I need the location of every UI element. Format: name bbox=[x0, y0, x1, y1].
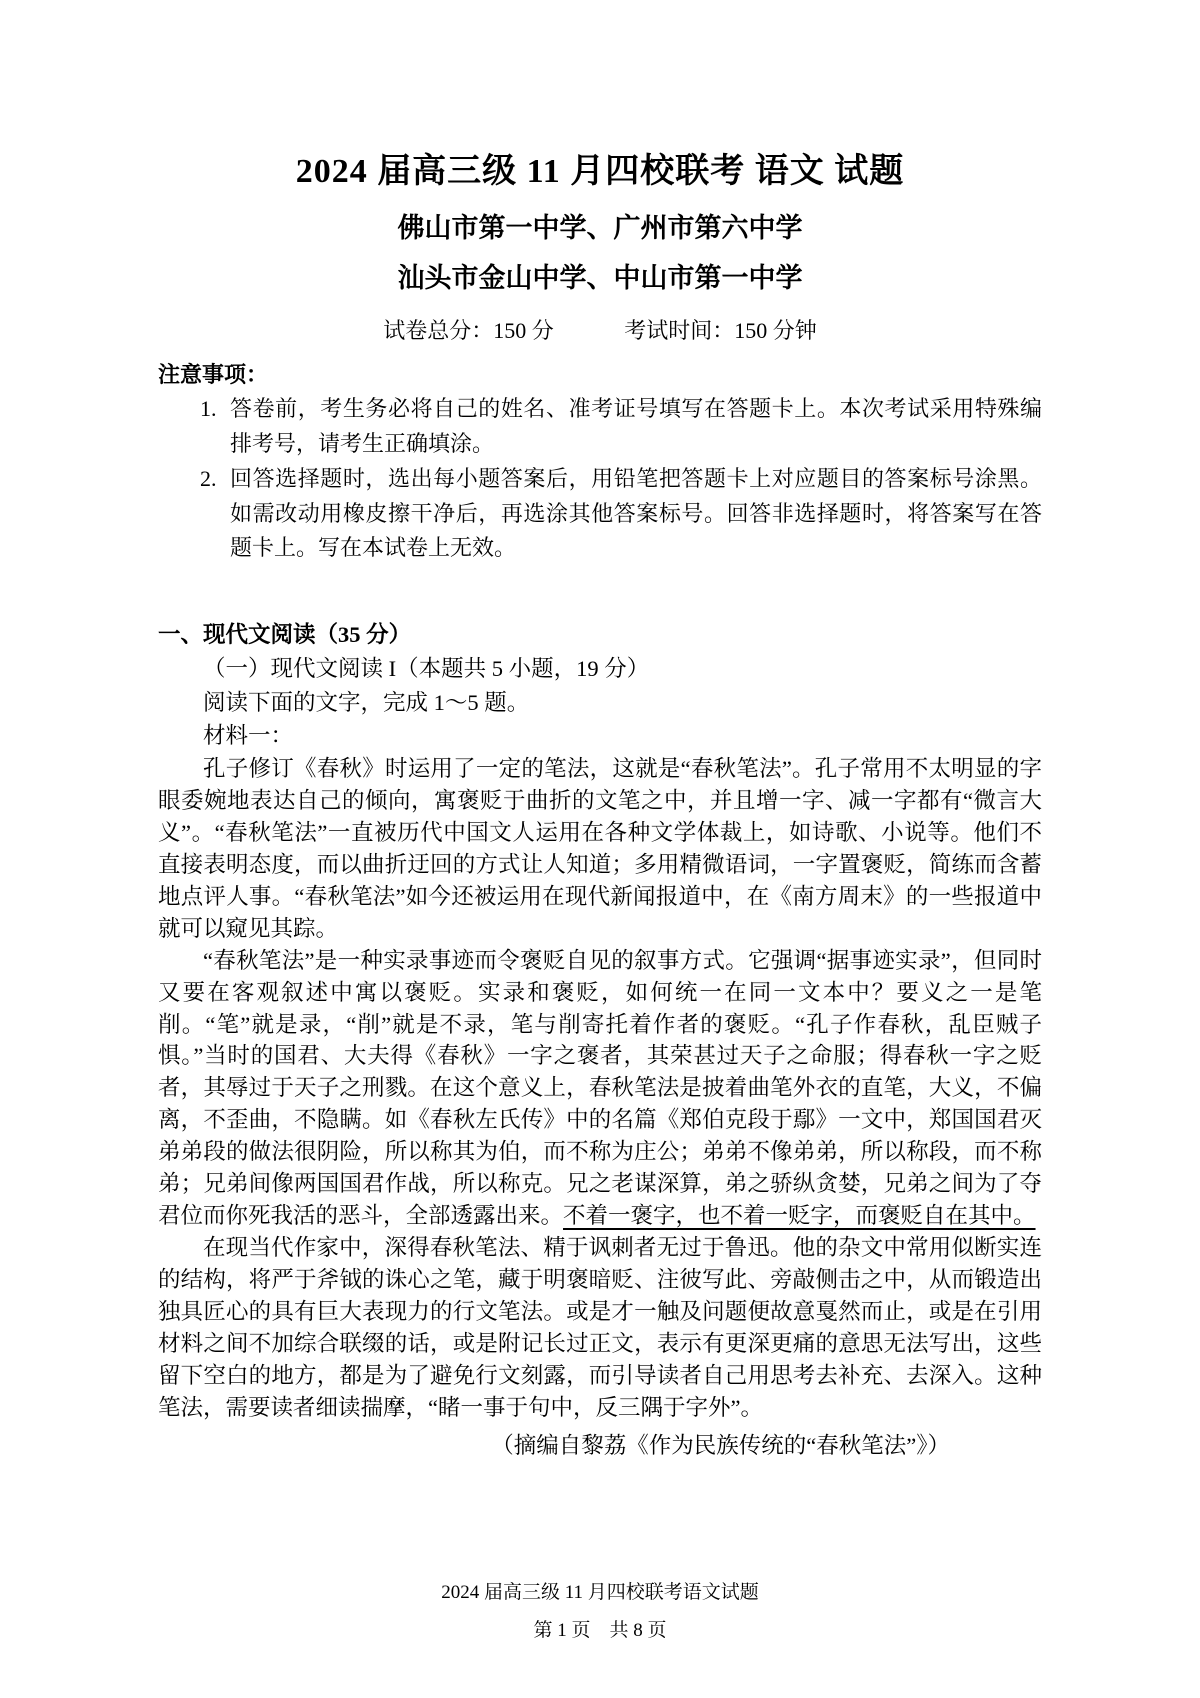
school-names-line1: 佛山市第一中学、广州市第六中学 bbox=[397, 213, 803, 244]
footer-exam-title: 2024 届高三级 11 月四校联考语文试题 bbox=[441, 1582, 759, 1603]
notice-item-1 bbox=[158, 392, 1042, 462]
source-attribution: （摘编自黎荔《作为民族传统的“春秋笔法”》） bbox=[491, 1432, 950, 1458]
school-names-line2: 汕头市金山中学、中山市第一中学 bbox=[397, 263, 803, 294]
material-paragraph-2-underlined: 不着一褒字，也不着一贬字，而褒贬自在其中。 bbox=[563, 1203, 1036, 1229]
reading-section bbox=[158, 618, 1042, 1464]
notice-item-2 bbox=[158, 462, 1042, 566]
school-names bbox=[158, 204, 1042, 304]
total-score-label: 试卷总分：150 分 bbox=[383, 318, 554, 344]
material-paragraph-2 bbox=[158, 945, 1042, 1232]
exam-duration-label: 考试时间：150 分钟 bbox=[624, 318, 817, 344]
material-paragraph-2-main: “春秋笔法”是一种实录事迹而令褒贬自见的叙事方式。它强调“据事迹实录”，但同时又要在客观叙述中寓以褒贬。实录和褒贬，如何统一在同一文本中？要义之一是笔削。“笔”就是录，“削”就是不录，笔与削寄托着作者的褒贬。“孔子作春秋，乱臣贼子惧。”当时的国君、大夫得《春秋》一字之褒者，其荣甚过天子之命服；得春秋一字之贬者，其辱过于天子之刑戮。在这个意义上，春秋笔法是披着曲笔外衣的直笔，大义，不偏离，不歪曲，不隐瞒。如《春秋左氏传》中的名篇《郑伯克段于鄢》一文中，郑国国君灭弟弟段的做法很阴险，所以称其为伯，而不称为庄公；弟弟不像弟弟，所以称段，而不称弟；兄弟间像两国国君作战，所以称克。兄之老谋深算，弟之骄纵贪婪，兄弟之间为了夺君位而你死我活的恶斗，全部透露出来。 bbox=[158, 947, 1042, 1229]
material-paragraph-3: 在现当代作家中，深得春秋笔法、精于讽刺者无过于鲁迅。他的杂文中常用似断实连的结构，将严于斧钺的诛心之笔，藏于明褒暗贬、注彼写此、旁敲侧击之中，从而锻造出独具匠心的具有巨大表现力的行文笔法。或是才一触及问题便故意戛然而止，或是在引用材料之间不加综合联缀的话，或是附记长过正文，表示有更深更痛的意思无法写出，这些留下空白的地方，都是为了避免行文刻露，而引导读者自己用思考去补充、去深入。这种笔法，需要读者细读揣摩，“睹一事于句中，反三隅于字外”。 bbox=[158, 1235, 1042, 1420]
exam-info bbox=[158, 314, 1042, 347]
notice-item-1-text: 答卷前，考生务必将自己的姓名、准考证号填写在答题卡上。本次考试采用特殊编排考号，请考生正确填涂。 bbox=[230, 396, 1042, 456]
material-paragraph-1: 孔子修订《春秋》时运用了一定的笔法，这就是“春秋笔法”。孔子常用不太明显的字眼委婉地表达自己的倾向，寓褒贬于曲折的文笔之中，并且增一字、减一字都有“微言大义”。“春秋笔法”一直被历代中国文人运用在各种文学体裁上，如诗歌、小说等。他们不直接表明态度，而以曲折迂回的方式让人知道；多用精微语词，一字置褒贬，简练而含蓄地点评人事。“春秋笔法”如今还被运用在现代新闻报道中，在《南方周末》的一些报道中就可以窥见其踪。 bbox=[158, 756, 1042, 941]
notice-item-1-number: 1. bbox=[200, 396, 217, 422]
footer-page-number: 第 1 页 共 8 页 bbox=[533, 1620, 667, 1641]
page-footer bbox=[0, 1574, 1200, 1650]
notice-title: 注意事项： bbox=[158, 362, 269, 388]
reading-instruction: 阅读下面的文字，完成 1～5 题。 bbox=[203, 689, 530, 715]
material-label: 材料一： bbox=[203, 723, 294, 749]
section-heading: 一、现代文阅读（35 分） bbox=[158, 622, 412, 647]
exam-title: 2024 届高三级 11 月四校联考 语文 试题 bbox=[295, 153, 905, 190]
notice-item-2-text: 回答选择题时，选出每小题答案后，用铅笔把答题卡上对应题目的答案标号涂黑。如需改动用橡皮擦干净后，再选涂其他答案标号。回答非选择题时，将答案写在答题卡上。写在本试卷上无效。 bbox=[230, 465, 1042, 561]
notice-item-2-number: 2. bbox=[200, 465, 217, 491]
section-sub-heading: （一）现代文阅读 I（本题共 5 小题，19 分） bbox=[203, 655, 650, 681]
notice-section bbox=[158, 357, 1042, 566]
